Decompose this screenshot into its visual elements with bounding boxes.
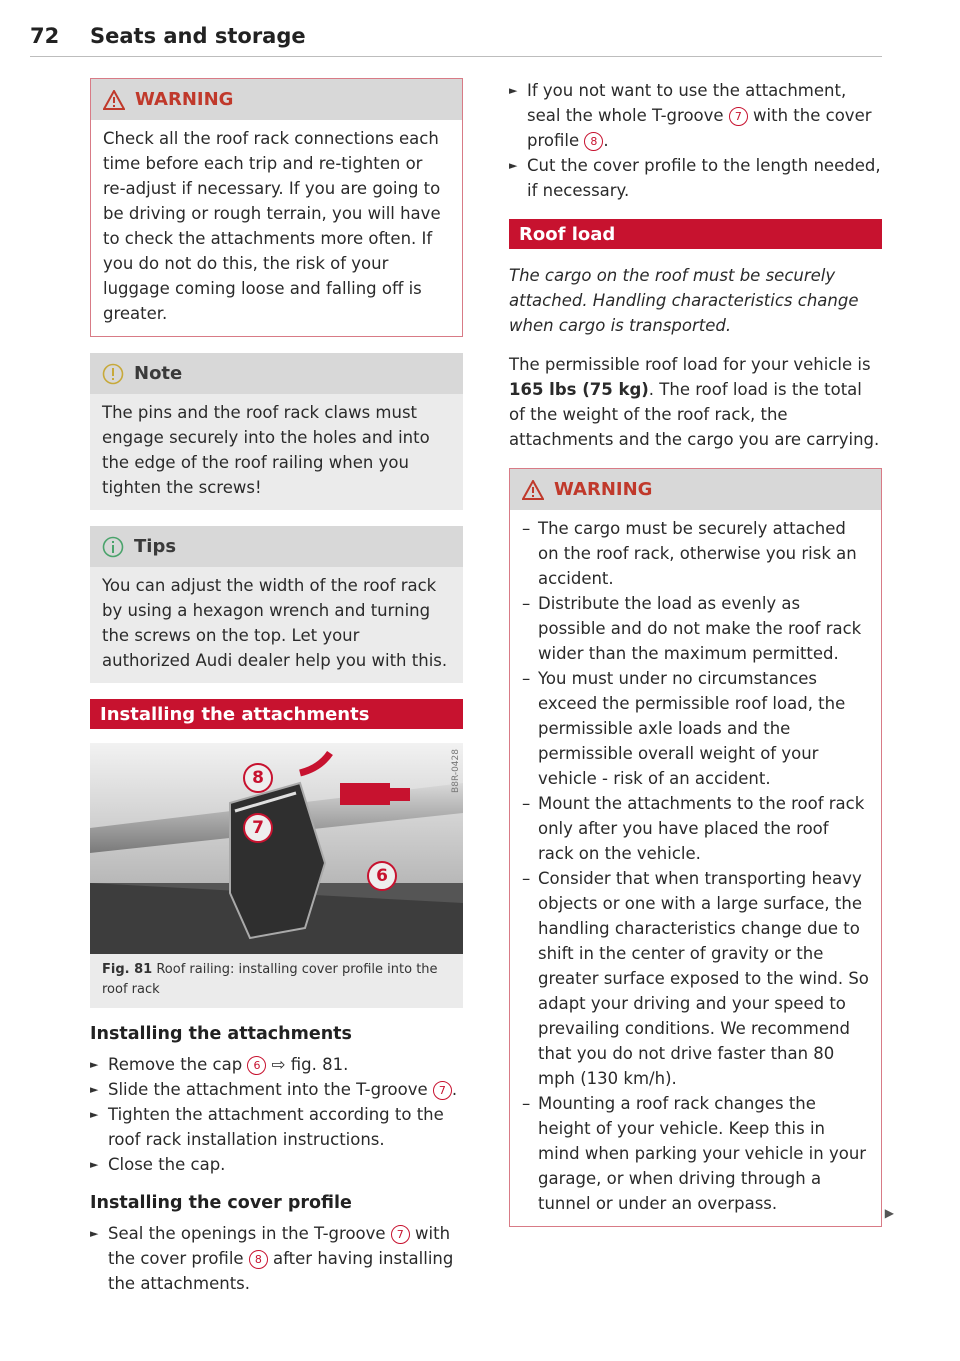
right-column <box>509 78 894 1243</box>
warning-item: – Consider that when transporting heavy objects or one with a large surface, the handling characteristics change due to shift in the center of gravity or the greater surface exposed to the wind. So adapt your driving and your speed to prevailing conditions. We recommend that you do not drive faster than 80 mph (130 km/h). <box>510 866 869 1091</box>
install-step: ► Close the cap. <box>90 1152 463 1177</box>
callout-ref: 7 <box>391 1225 410 1244</box>
warning-box <box>90 78 463 337</box>
roof-load-intro: The cargo on the roof must be securely attached. Handling characteristics change when cargo is transported. <box>509 266 859 335</box>
warning-title: WARNING <box>554 479 653 500</box>
warning-item: – The cargo must be securely attached on the roof rack, otherwise you risk an accident. <box>510 516 869 591</box>
cover-step: ► Seal the openings in the T-groove 7 with the cover profile 8 after having installing the attachments. <box>90 1221 463 1296</box>
figure-code: B8R-0428 <box>451 749 461 793</box>
page-number: 72 <box>30 24 60 48</box>
callout-8: 8 <box>243 763 273 793</box>
note-box <box>90 353 463 510</box>
note-text: The pins and the roof rack claws must engage securely into the holes and into the edge of the roof railing when you tighten the screws! <box>102 403 430 497</box>
note-exclamation-icon <box>102 363 124 385</box>
left-column <box>90 78 463 1296</box>
install-step: ► Remove the cap 6 ⇨ fig. 81. <box>90 1052 463 1077</box>
warning-header <box>91 79 462 120</box>
continue-arrow-icon: ▶ <box>884 1206 894 1220</box>
tips-title: Tips <box>134 536 177 557</box>
installing-section-bar: Installing the attachments <box>90 699 463 729</box>
figure-caption <box>90 954 463 1008</box>
warning-list <box>510 516 869 1216</box>
install-step: ► Slide the attachment into the T-groove 7 . <box>90 1077 463 1102</box>
seal-steps <box>509 78 882 203</box>
install-step: ► Tighten the attachment according to the roof rack installation instructions. <box>90 1102 463 1152</box>
warning-item: – Mounting a roof rack changes the height of your vehicle. Keep this in mind when parking your vehicle in your garage, or when driving through a tunnel or under an overpass. <box>510 1091 869 1216</box>
roof-load-value: 165 lbs (75 kg) <box>509 380 649 399</box>
section-title: Seats and storage <box>90 24 306 48</box>
roof-load-paragraph: The permissible roof load for your vehicle is 165 lbs (75 kg). The roof load is the total of the weight of the roof rack, the attachments and the cargo you are carrying. <box>509 355 880 449</box>
roof-load-warning-box <box>509 468 894 1227</box>
roof-load-bar: Roof load <box>509 219 882 249</box>
warning-item: – You must under no circumstances exceed the permissible roof load, the permissible axle loads and the permissible overall weight of your vehicle - risk of an accident. <box>510 666 869 791</box>
seal-step: ► If you not want to use the attachment, seal the whole T-groove 7 with the cover profile 8 . <box>509 78 882 153</box>
info-icon <box>102 536 124 558</box>
warning-item: – Distribute the load as evenly as possible and do not make the roof rack wider than the maximum permitted. <box>510 591 869 666</box>
install-heading: Installing the attachments <box>90 1024 352 1044</box>
note-header <box>90 353 463 394</box>
roof-railing-illustration <box>90 743 463 954</box>
tips-header <box>90 526 463 567</box>
callout-ref: 7 <box>729 107 748 126</box>
warning-title: WARNING <box>135 89 234 110</box>
callout-ref: 7 <box>433 1081 452 1100</box>
warning-triangle-icon <box>103 90 125 110</box>
caption-label: Fig. 81 <box>102 962 153 977</box>
install-steps <box>90 1052 463 1177</box>
callout-ref: 6 <box>247 1056 266 1075</box>
note-title: Note <box>134 363 183 384</box>
tips-text: You can adjust the width of the roof rack by using a hexagon wrench and turning the screws on the top. Let your authorized Audi dealer help you with this. <box>102 576 448 670</box>
cover-heading: Installing the cover profile <box>90 1193 352 1213</box>
tips-box <box>90 526 463 683</box>
warning-header <box>510 469 881 510</box>
callout-ref: 8 <box>584 132 603 151</box>
callout-ref: 8 <box>249 1250 268 1269</box>
seal-step: ► Cut the cover profile to the length needed, if necessary. <box>509 153 882 203</box>
cover-steps <box>90 1221 463 1296</box>
caption-text: Roof railing: installing cover profile into the roof rack <box>102 962 438 997</box>
callout-7: 7 <box>243 813 273 843</box>
callout-6: 6 <box>367 861 397 891</box>
warning-text: Check all the roof rack connections each time before each trip and re-tighten or re-adjust if necessary. If you are going to be driving or rough terrain, you will have to check the attachments more often. If you do not do this, the risk of your luggage coming loose and falling off is greater. <box>103 129 441 323</box>
warning-triangle-icon <box>522 480 544 500</box>
figure-81 <box>90 743 463 1008</box>
warning-item: – Mount the attachments to the roof rack only after you have placed the roof rack on the vehicle. <box>510 791 869 866</box>
page-header <box>30 22 882 57</box>
